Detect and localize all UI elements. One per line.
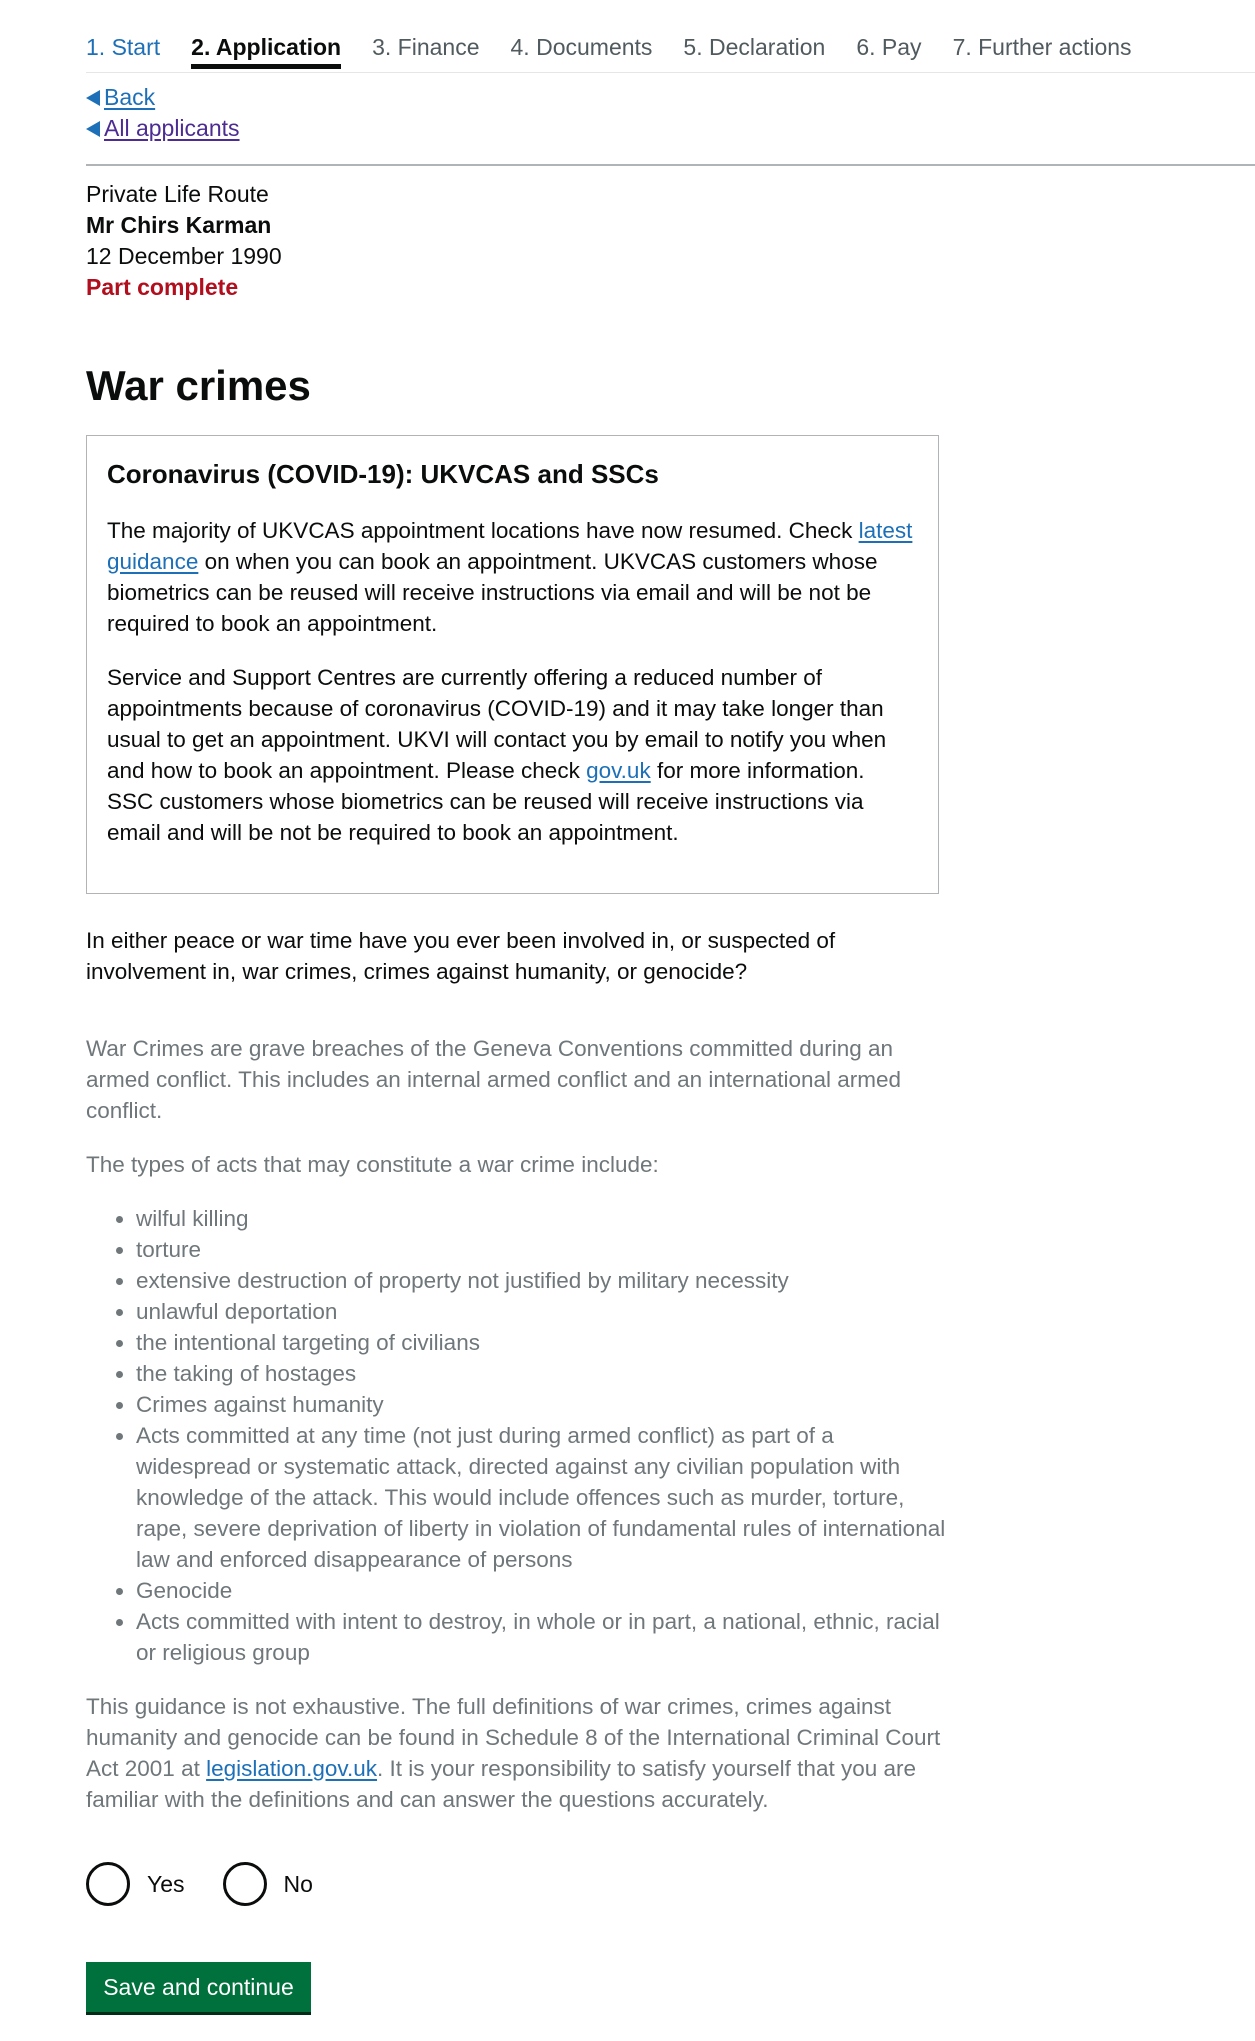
applicant-summary: [86, 179, 282, 303]
covid-notice: [86, 435, 939, 894]
step-application[interactable]: 2. Application: [191, 12, 341, 69]
step-pay: 6. Pay: [856, 34, 922, 60]
section-divider: [86, 164, 1255, 166]
notice-p2-text: Service and Support Centres are currently offering a reduced number of appointments because of coronavirus (COVID-19) and it may take longer than usual to get an appointment. UKVI will contact you by email to notify you when and how to book an appointment. Please check: [107, 665, 887, 783]
hint-types-intro: The types of acts that may constitute a war crime include:: [86, 1152, 659, 1177]
list-item: • Acts committed at any time (not just during armed conflict) as part of a widespread or systematic attack, directed against any civilian population with knowledge of the attack. This would include offences such as murder, torture, rape, severe deprivation of liberty in violation of fundamental rules of international law and enforced disappearance of persons: [136, 1420, 946, 1575]
applicant-dob: 12 December 1990: [86, 243, 282, 269]
list-item: • the taking of hostages: [136, 1358, 946, 1389]
notice-p1-text: The majority of UKVCAS appointment locations have now resumed. Check: [107, 518, 859, 543]
list-item: • extensive destruction of property not justified by military necessity: [136, 1265, 946, 1296]
yes-radio[interactable]: [86, 1862, 130, 1906]
hint-intro: War Crimes are grave breaches of the Geneva Conventions committed during an armed conflict. This includes an internal armed conflict and an international armed conflict.: [86, 1036, 902, 1123]
notice-p1-text-end: on when you can book an appointment. UKVCAS customers whose biometrics can be reused will receive instructions via email and will be not be required to book an appointment.: [107, 549, 878, 636]
save-and-continue-button[interactable]: Save and continue: [86, 1962, 311, 2012]
answer-radios: [86, 1862, 351, 1906]
no-radio[interactable]: [223, 1862, 267, 1906]
latest-guidance-link[interactable]: latest guidance: [107, 518, 913, 574]
list-item: • Acts committed with intent to destroy, in whole or in part, a national, ethnic, racial or religious group: [136, 1606, 946, 1668]
step-finance: 3. Finance: [372, 34, 480, 60]
back-link-label: Back: [104, 84, 156, 110]
applicant-name: Mr Chirs Karman: [86, 212, 272, 238]
list-item: • Crimes against humanity: [136, 1389, 946, 1420]
hint-outro-text-end: . It is your responsibility to satisfy yourself that you are familiar with the definitions and can answer the questions accurately.: [86, 1756, 917, 1812]
step-navigation: [86, 12, 1255, 73]
applicant-route: Private Life Route: [86, 181, 269, 207]
notice-title: Coronavirus (COVID-19): UKVCAS and SSCs: [107, 459, 659, 489]
list-item: • Genocide: [136, 1575, 946, 1606]
back-arrow-icon: [86, 121, 100, 137]
back-arrow-icon: [86, 90, 100, 106]
gov-uk-link[interactable]: gov.uk: [586, 758, 651, 783]
list-item: • torture: [136, 1234, 946, 1265]
notice-paragraph-2: [107, 662, 917, 848]
step-declaration: 5. Declaration: [683, 34, 826, 60]
back-link[interactable]: [86, 82, 240, 113]
all-applicants-label: All applicants: [104, 115, 240, 141]
back-links: [86, 82, 240, 144]
step-documents: 4. Documents: [510, 34, 653, 60]
no-option[interactable]: [223, 1862, 313, 1906]
page-title: War crimes: [86, 362, 311, 409]
question-text: In either peace or war time have you ever been involved in, or suspected of involvement in, war crimes, crimes against humanity, or genocide?: [86, 928, 836, 984]
list-item: • unlawful deportation: [136, 1296, 946, 1327]
step-further-actions: 7. Further actions: [952, 34, 1132, 60]
yes-option[interactable]: [86, 1862, 185, 1906]
step-start[interactable]: 1. Start: [86, 34, 161, 60]
war-crime-types-list: [86, 1203, 946, 1668]
status-badge: Part complete: [86, 274, 239, 300]
hint-outro: [86, 1691, 946, 1815]
notice-p2-text-end: for more information. SSC customers whose biometrics can be reused will receive instructions via email and will be not be required to book an appointment.: [107, 758, 865, 845]
list-item: • the intentional targeting of civilians: [136, 1327, 946, 1358]
all-applicants-link[interactable]: [86, 113, 240, 144]
notice-paragraph-1: [107, 515, 917, 639]
list-item: • wilful killing: [136, 1203, 946, 1234]
guidance-hint: [86, 1033, 946, 1838]
yes-label: Yes: [147, 1870, 185, 1897]
legislation-link[interactable]: legislation.gov.uk: [206, 1756, 378, 1781]
no-label: No: [283, 1870, 313, 1897]
hint-outro-text: This guidance is not exhaustive. The full definitions of war crimes, crimes against humanity and genocide can be found in Schedule 8 of the International Criminal Court Act 2001 at: [86, 1694, 941, 1781]
